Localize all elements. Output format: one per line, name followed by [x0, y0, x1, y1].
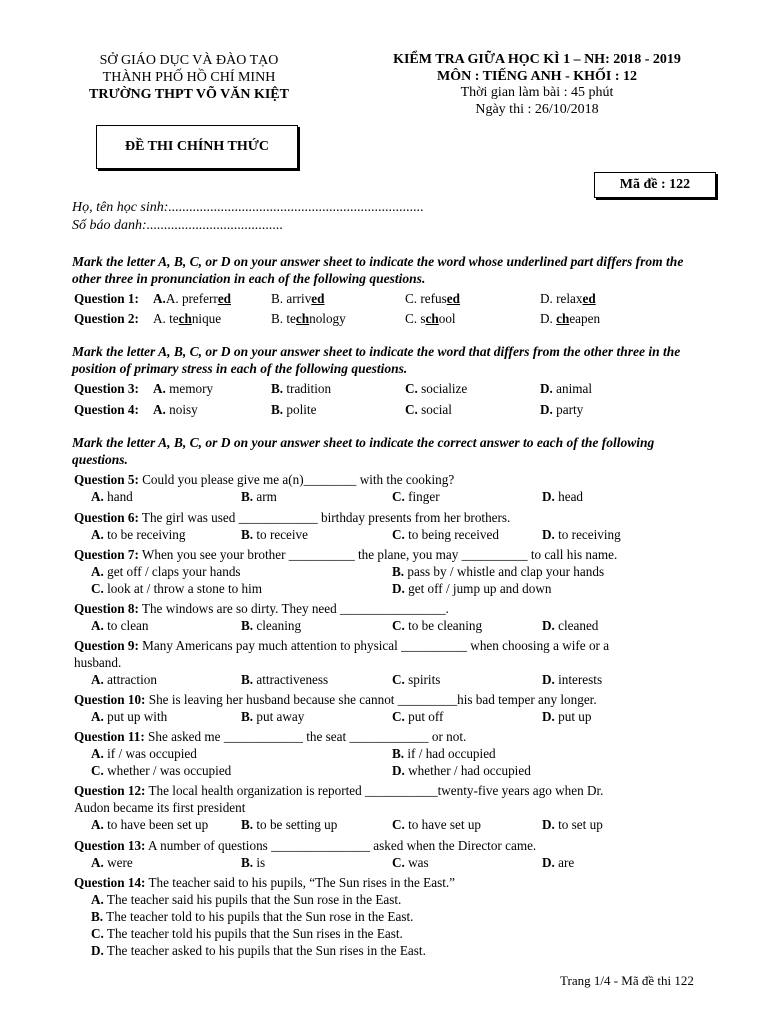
option-c: C. socialize [405, 381, 468, 396]
question-9-options [74, 671, 768, 688]
instruction-pronunciation: Mark the letter A, B, C, or D on your answer sheet to indicate the word whose underlined part differs from the other three in pronunciation in each of the following questions. [72, 254, 684, 286]
question-6-options [74, 526, 768, 543]
option-c: C. school [405, 311, 456, 326]
option-c: C. put off [392, 709, 444, 724]
option-c: C. social [405, 402, 452, 417]
question-5-stem [74, 471, 768, 488]
option-b: B. technology [271, 311, 346, 326]
option-c: C. to be cleaning [392, 618, 483, 633]
option-c: C. spirits [392, 672, 441, 687]
question-1 [74, 290, 768, 307]
option-b: B. to receive [241, 527, 309, 542]
option-d: D. animal [540, 381, 593, 396]
option-a: A. attraction [91, 672, 157, 687]
question-label: Question 2: [74, 311, 139, 326]
question-8-options [74, 617, 768, 634]
option-c: C. refused [405, 291, 460, 306]
exam-code-box: Mã đề : 122 [594, 172, 716, 198]
option-b: B. pass by / whistle and clap your hands [392, 564, 605, 579]
question-11-options-ab [74, 745, 768, 762]
option-a: A. if / was occupied [91, 746, 197, 761]
question-6-stem: Question 6: The girl was used ____________ birthday presents from her brothers. [74, 510, 511, 525]
option-c: C. whether / was occupied [91, 763, 232, 778]
exam-title: KIỂM TRA GIỮA HỌC KÌ 1 – NH: 2018 - 2019 [393, 52, 681, 67]
option-b: B. cleaning [241, 618, 302, 633]
option-d: D. put up [542, 709, 592, 724]
question-label: Question 5: [74, 472, 139, 487]
option-c: C. to being received [392, 527, 499, 542]
option-d: D. get off / jump up and down [392, 581, 552, 596]
city-name: THÀNH PHỐ HỒ CHÍ MINH [102, 70, 276, 85]
option-a: A. put up with [91, 709, 168, 724]
option-d: D. cheapen [540, 311, 601, 326]
option-d: D. to set up [542, 817, 603, 832]
duration-line: Thời gian làm bài : 45 phút [460, 85, 614, 100]
school-header [60, 52, 318, 103]
question-label: Question 1: [74, 291, 139, 306]
option-b: B. attractiveness [241, 672, 329, 687]
option-d: D. interests [542, 672, 603, 687]
exam-header [358, 52, 716, 118]
instruction-stress: Mark the letter A, B, C, or D on your answer sheet to indicate the word that differs from the other three in the position of primary stress in each of the following questions. [72, 344, 681, 376]
question-14-stem: Question 14: The teacher said to his pupils, “The Sun rises in the East.” [74, 875, 456, 890]
option-d: D. to receiving [542, 527, 621, 542]
question-14-option-c: C. The teacher told his pupils that the Sun rises in the East. [91, 926, 403, 941]
question-text: Could you please give me a(n)________ with the cooking? [142, 472, 455, 487]
question-11-stem: Question 11: She asked me ____________ the seat ____________ or not. [74, 729, 467, 744]
question-12-stem-cont: Audon became its first president [74, 800, 246, 815]
option-a: A. hand [91, 489, 133, 504]
option-a: A. technique [153, 311, 222, 326]
exam-date-line: Ngày thi : 26/10/2018 [475, 101, 599, 117]
official-exam-box: ĐỀ THI CHÍNH THỨC [96, 125, 298, 169]
question-5-options [74, 488, 768, 505]
question-label: Question 3: [74, 381, 139, 396]
option-a: A. were [91, 855, 133, 870]
student-id-line: Số báo danh:....................................... [72, 218, 284, 233]
question-7-options-cd [74, 580, 768, 597]
school-name: TRƯỜNG THPT VÕ VĂN KIỆT [89, 87, 289, 102]
question-3 [74, 380, 768, 397]
question-4 [74, 401, 768, 418]
option-b: B. arm [241, 489, 277, 504]
department-name: SỞ GIÁO DỤC VÀ ĐÀO TẠO [99, 53, 279, 68]
option-a: A. to be receiving [91, 527, 186, 542]
question-label: Question 4: [74, 402, 139, 417]
page-footer: Trang 1/4 - Mã đề thi 122 [560, 973, 694, 988]
option-b: B. polite [271, 402, 317, 417]
option-b: B. to be setting up [241, 817, 338, 832]
question-2 [74, 310, 768, 327]
question-12-options [74, 816, 768, 833]
question-10-options [74, 708, 768, 725]
option-a: A. memory [153, 381, 214, 396]
question-9-stem-cont: husband. [74, 655, 122, 670]
question-13-options [74, 854, 768, 871]
option-c: C. to have set up [392, 817, 482, 832]
student-name-line: Họ, tên học sinh:......................................................................... [72, 200, 424, 215]
option-b: B. is [241, 855, 266, 870]
option-d: D. whether / had occupied [392, 763, 531, 778]
option-c: C. look at / throw a stone to him [91, 581, 263, 596]
subject-line: MÔN : TIẾNG ANH - KHỐI : 12 [436, 68, 638, 84]
option-a: A. noisy [153, 402, 198, 417]
option-a: A. to have been set up [91, 817, 209, 832]
option-b: B. if / had occupied [392, 746, 496, 761]
question-10-stem: Question 10: She is leaving her husband because she cannot _________his bad temper any longer. [74, 692, 597, 707]
question-11-options-cd [74, 762, 768, 779]
option-a: A.A. preferred [153, 291, 231, 306]
option-d: D. relaxed [540, 291, 596, 306]
option-c: C. finger [392, 489, 440, 504]
question-13-stem: Question 13: A number of questions _______________ asked when the Director came. [74, 838, 537, 853]
option-a: A. to clean [91, 618, 149, 633]
question-14-option-a: A. The teacher said his pupils that the Sun rose in the East. [91, 892, 402, 907]
option-a: A. get off / claps your hands [91, 564, 241, 579]
student-info [72, 199, 424, 235]
option-b: B. put away [241, 709, 305, 724]
option-b: B. tradition [271, 381, 332, 396]
question-7-options-ab [74, 563, 768, 580]
question-8-stem: Question 8: The windows are so dirty. They need ________________. [74, 601, 449, 616]
option-b: B. arrived [271, 291, 325, 306]
option-d: D. head [542, 489, 584, 504]
option-d: D. party [540, 402, 584, 417]
option-c: C. was [392, 855, 429, 870]
question-9-stem: Question 9: Many Americans pay much attention to physical __________ when choosing a wife or a [74, 638, 610, 653]
option-d: D. are [542, 855, 575, 870]
question-7-stem: Question 7: When you see your brother __________ the plane, you may __________ to call his name. [74, 547, 618, 562]
question-12-stem: Question 12: The local health organization is reported ___________twenty-five years ago when Dr. [74, 783, 604, 798]
option-d: D. cleaned [542, 618, 599, 633]
question-14-option-b: B. The teacher told to his pupils that the Sun rose in the East. [91, 909, 414, 924]
question-14-option-d: D. The teacher asked to his pupils that the Sun rises in the East. [91, 943, 426, 958]
instruction-correct-answer: Mark the letter A, B, C, or D on your answer sheet to indicate the correct answer to each of the following questions. [72, 435, 655, 467]
